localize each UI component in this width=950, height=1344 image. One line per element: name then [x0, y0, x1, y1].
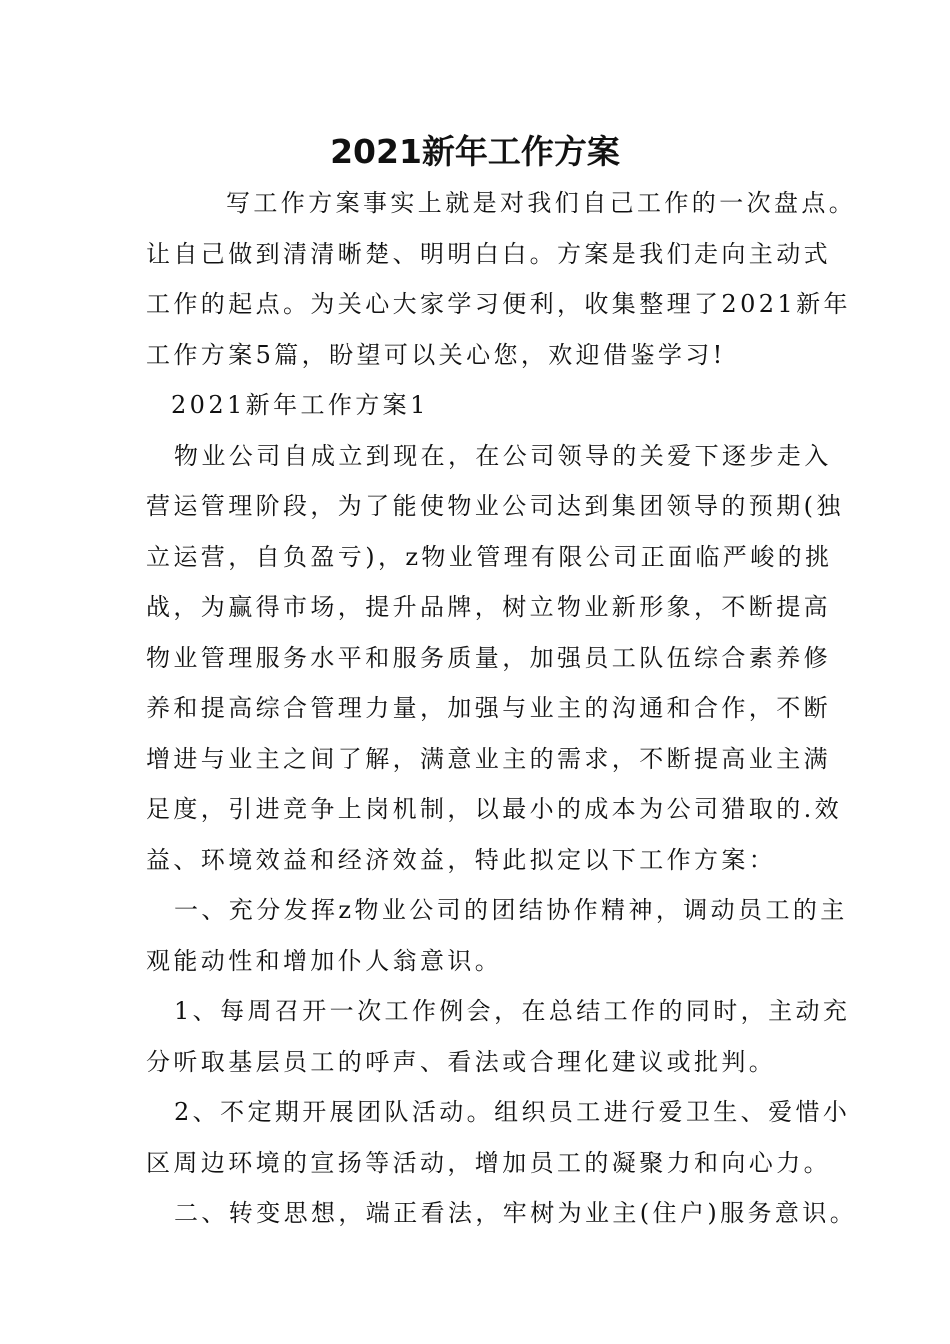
text-line: 物业管理服务水平和服务质量，加强员工队伍综合素养修	[146, 643, 831, 672]
paragraph	[146, 1087, 851, 1188]
document-body	[146, 178, 858, 1239]
text-line: 工作的起点。为关心大家学习便利，收集整理了2021新年	[146, 290, 851, 318]
text-line: 分听取基层员工的呼声、看法或合理化建议或批判。	[146, 1047, 777, 1076]
document-title: 2021新年工作方案	[330, 132, 620, 171]
paragraph	[146, 431, 844, 886]
text-line: 写工作方案事实上就是对我们自己工作的一次盘点。	[226, 189, 857, 217]
text-line: 增进与业主之间了解，满意业主的需求，不断提高业主满	[146, 744, 831, 773]
text-line: 一、充分发挥z物业公司的团结协作精神，调动员工的主	[174, 896, 848, 924]
text-line: 二、转变思想，端正看法，牢树为业主(住户)服务意识。	[174, 1199, 858, 1227]
text-line: 2、不定期开展团队活动。组织员工进行爱卫生、爱惜小	[174, 1098, 851, 1126]
text-line: 养和提高综合管理力量，加强与业主的沟通和合作，不断	[146, 694, 831, 722]
text-line: 工作方案5篇，盼望可以关心您，欢迎借鉴学习!	[146, 340, 726, 369]
text-line: 1、每周召开一次工作例会，在总结工作的同时，主动充	[174, 997, 851, 1025]
text-line: 益、环境效益和经济效益，特此拟定以下工作方案：	[146, 845, 777, 874]
paragraph	[146, 380, 826, 431]
paragraph	[146, 986, 851, 1087]
paragraph	[146, 885, 848, 986]
paragraph	[146, 1188, 858, 1239]
text-line: 营运管理阶段，为了能使物业公司达到集团领导的预期(独	[146, 492, 844, 520]
text-line: 战，为赢得市场，提升品牌，树立物业新形象，不断提高	[146, 593, 831, 621]
text-line: 2021新年工作方案1	[171, 391, 429, 419]
text-line: 立运营，自负盈亏)，z物业管理有限公司正面临严峻的挑	[146, 542, 833, 571]
paragraph	[146, 178, 857, 380]
text-line: 观能动性和增加仆人翁意识。	[146, 946, 503, 975]
text-line: 让自己做到清清晰楚、明明白白。方案是我们走向主动式	[146, 239, 831, 268]
text-line: 足度，引进竞争上岗机制，以最小的成本为公司猎取的.效	[146, 795, 843, 823]
text-line: 区周边环境的宣扬等活动，增加员工的凝聚力和向心力。	[146, 1148, 831, 1177]
text-line: 物业公司自成立到现在，在公司领导的关爱下逐步走入	[174, 441, 832, 470]
